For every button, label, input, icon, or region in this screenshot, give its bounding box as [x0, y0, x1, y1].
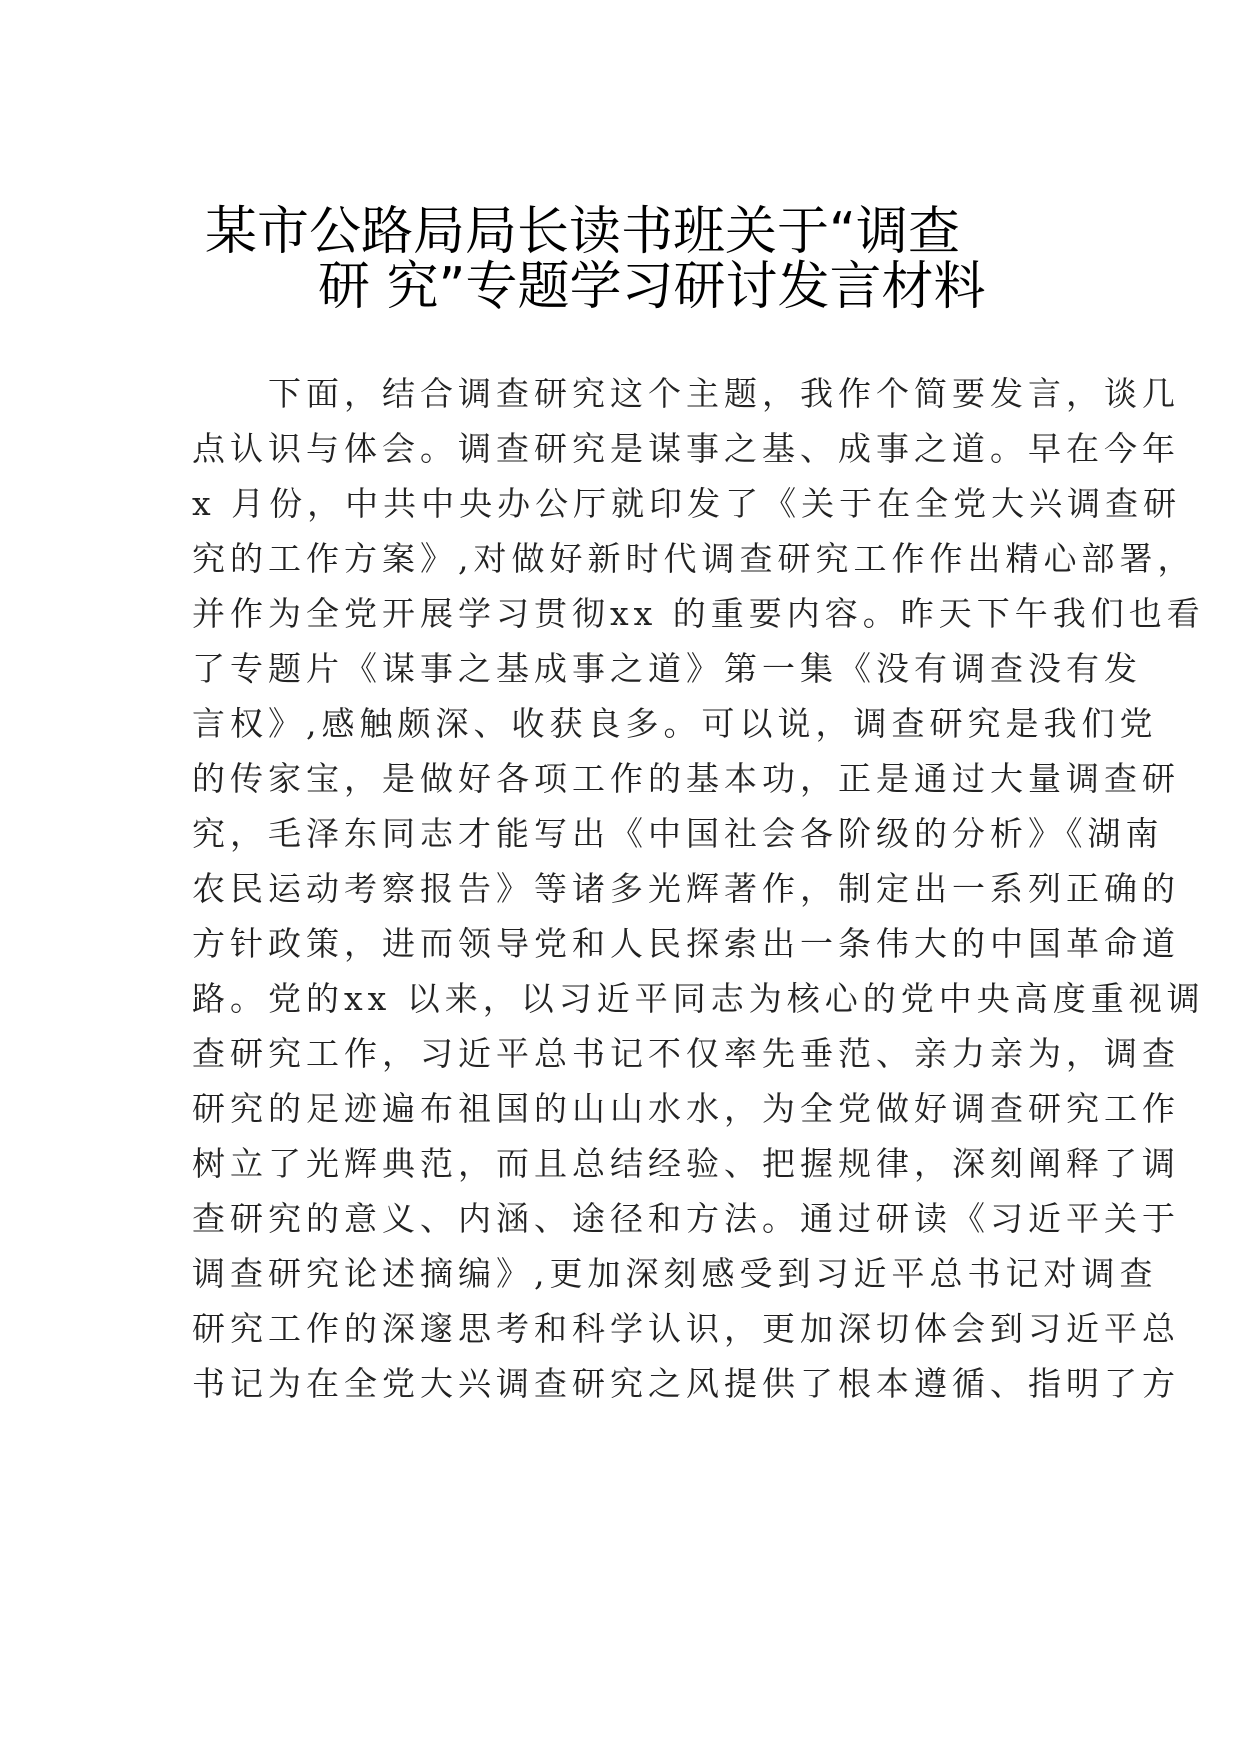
body-line: 了专题片《谋事之基成事之道》第一集《没有调查没有发: [192, 649, 1142, 688]
body-line: 究的工作方案》,对做好新时代调查研究工作作出精心部署，: [192, 539, 1196, 578]
title-line-1: 某市公路局局长读书班关于“调查: [205, 202, 960, 262]
body-line: 树立了光辉典范，而且总结经验、把握规律，深刻阐释了调: [192, 1144, 1180, 1183]
body-line: 查研究的意义、内涵、途径和方法。通过研读《习近平关于: [192, 1199, 1180, 1238]
body-line: 究，毛泽东同志才能写出《中国社会各阶级的分析》《湖南: [192, 814, 1164, 853]
document-body: [192, 366, 1205, 1411]
body-line: 的传家宝，是做好各项工作的基本功，正是通过大量调查研: [192, 759, 1180, 798]
body-line: 研究的足迹遍布祖国的山山水水，为全党做好调查研究工作: [192, 1089, 1180, 1128]
body-line: 路。党的xx 以来，以习近平同志为核心的党中央高度重视调: [192, 979, 1205, 1018]
body-line: 查研究工作，习近平总书记不仅率先垂范、亲力亲为，调查: [192, 1034, 1180, 1073]
body-line: 言权》,感触颇深、收获良多。可以说，调查研究是我们党: [192, 704, 1158, 743]
body-line: 下面，结合调查研究这个主题，我作个简要发言，谈几: [268, 374, 1180, 413]
body-line: 点认识与体会。调查研究是谋事之基、成事之道。早在今年: [192, 429, 1180, 468]
body-line: 并作为全党开展学习贯彻xx 的重要内容。昨天下午我们也看: [192, 594, 1205, 633]
body-line: 方针政策，进而领导党和人民探索出一条伟大的中国革命道: [192, 924, 1180, 963]
body-line: 农民运动考察报告》等诸多光辉著作，制定出一系列正确的: [192, 869, 1180, 908]
title-line-2: 研 究”专题学习研讨发言材料: [318, 257, 986, 317]
body-line: 研究工作的深邃思考和科学认识，更加深切体会到习近平总: [192, 1309, 1180, 1348]
body-line: x 月份，中共中央办公厅就印发了《关于在全党大兴调查研: [192, 484, 1182, 523]
body-line: 书记为在全党大兴调查研究之风提供了根本遵循、指明了方: [192, 1364, 1180, 1403]
body-line: 调查研究论述摘编》,更加深刻感受到习近平总书记对调查: [192, 1254, 1158, 1293]
